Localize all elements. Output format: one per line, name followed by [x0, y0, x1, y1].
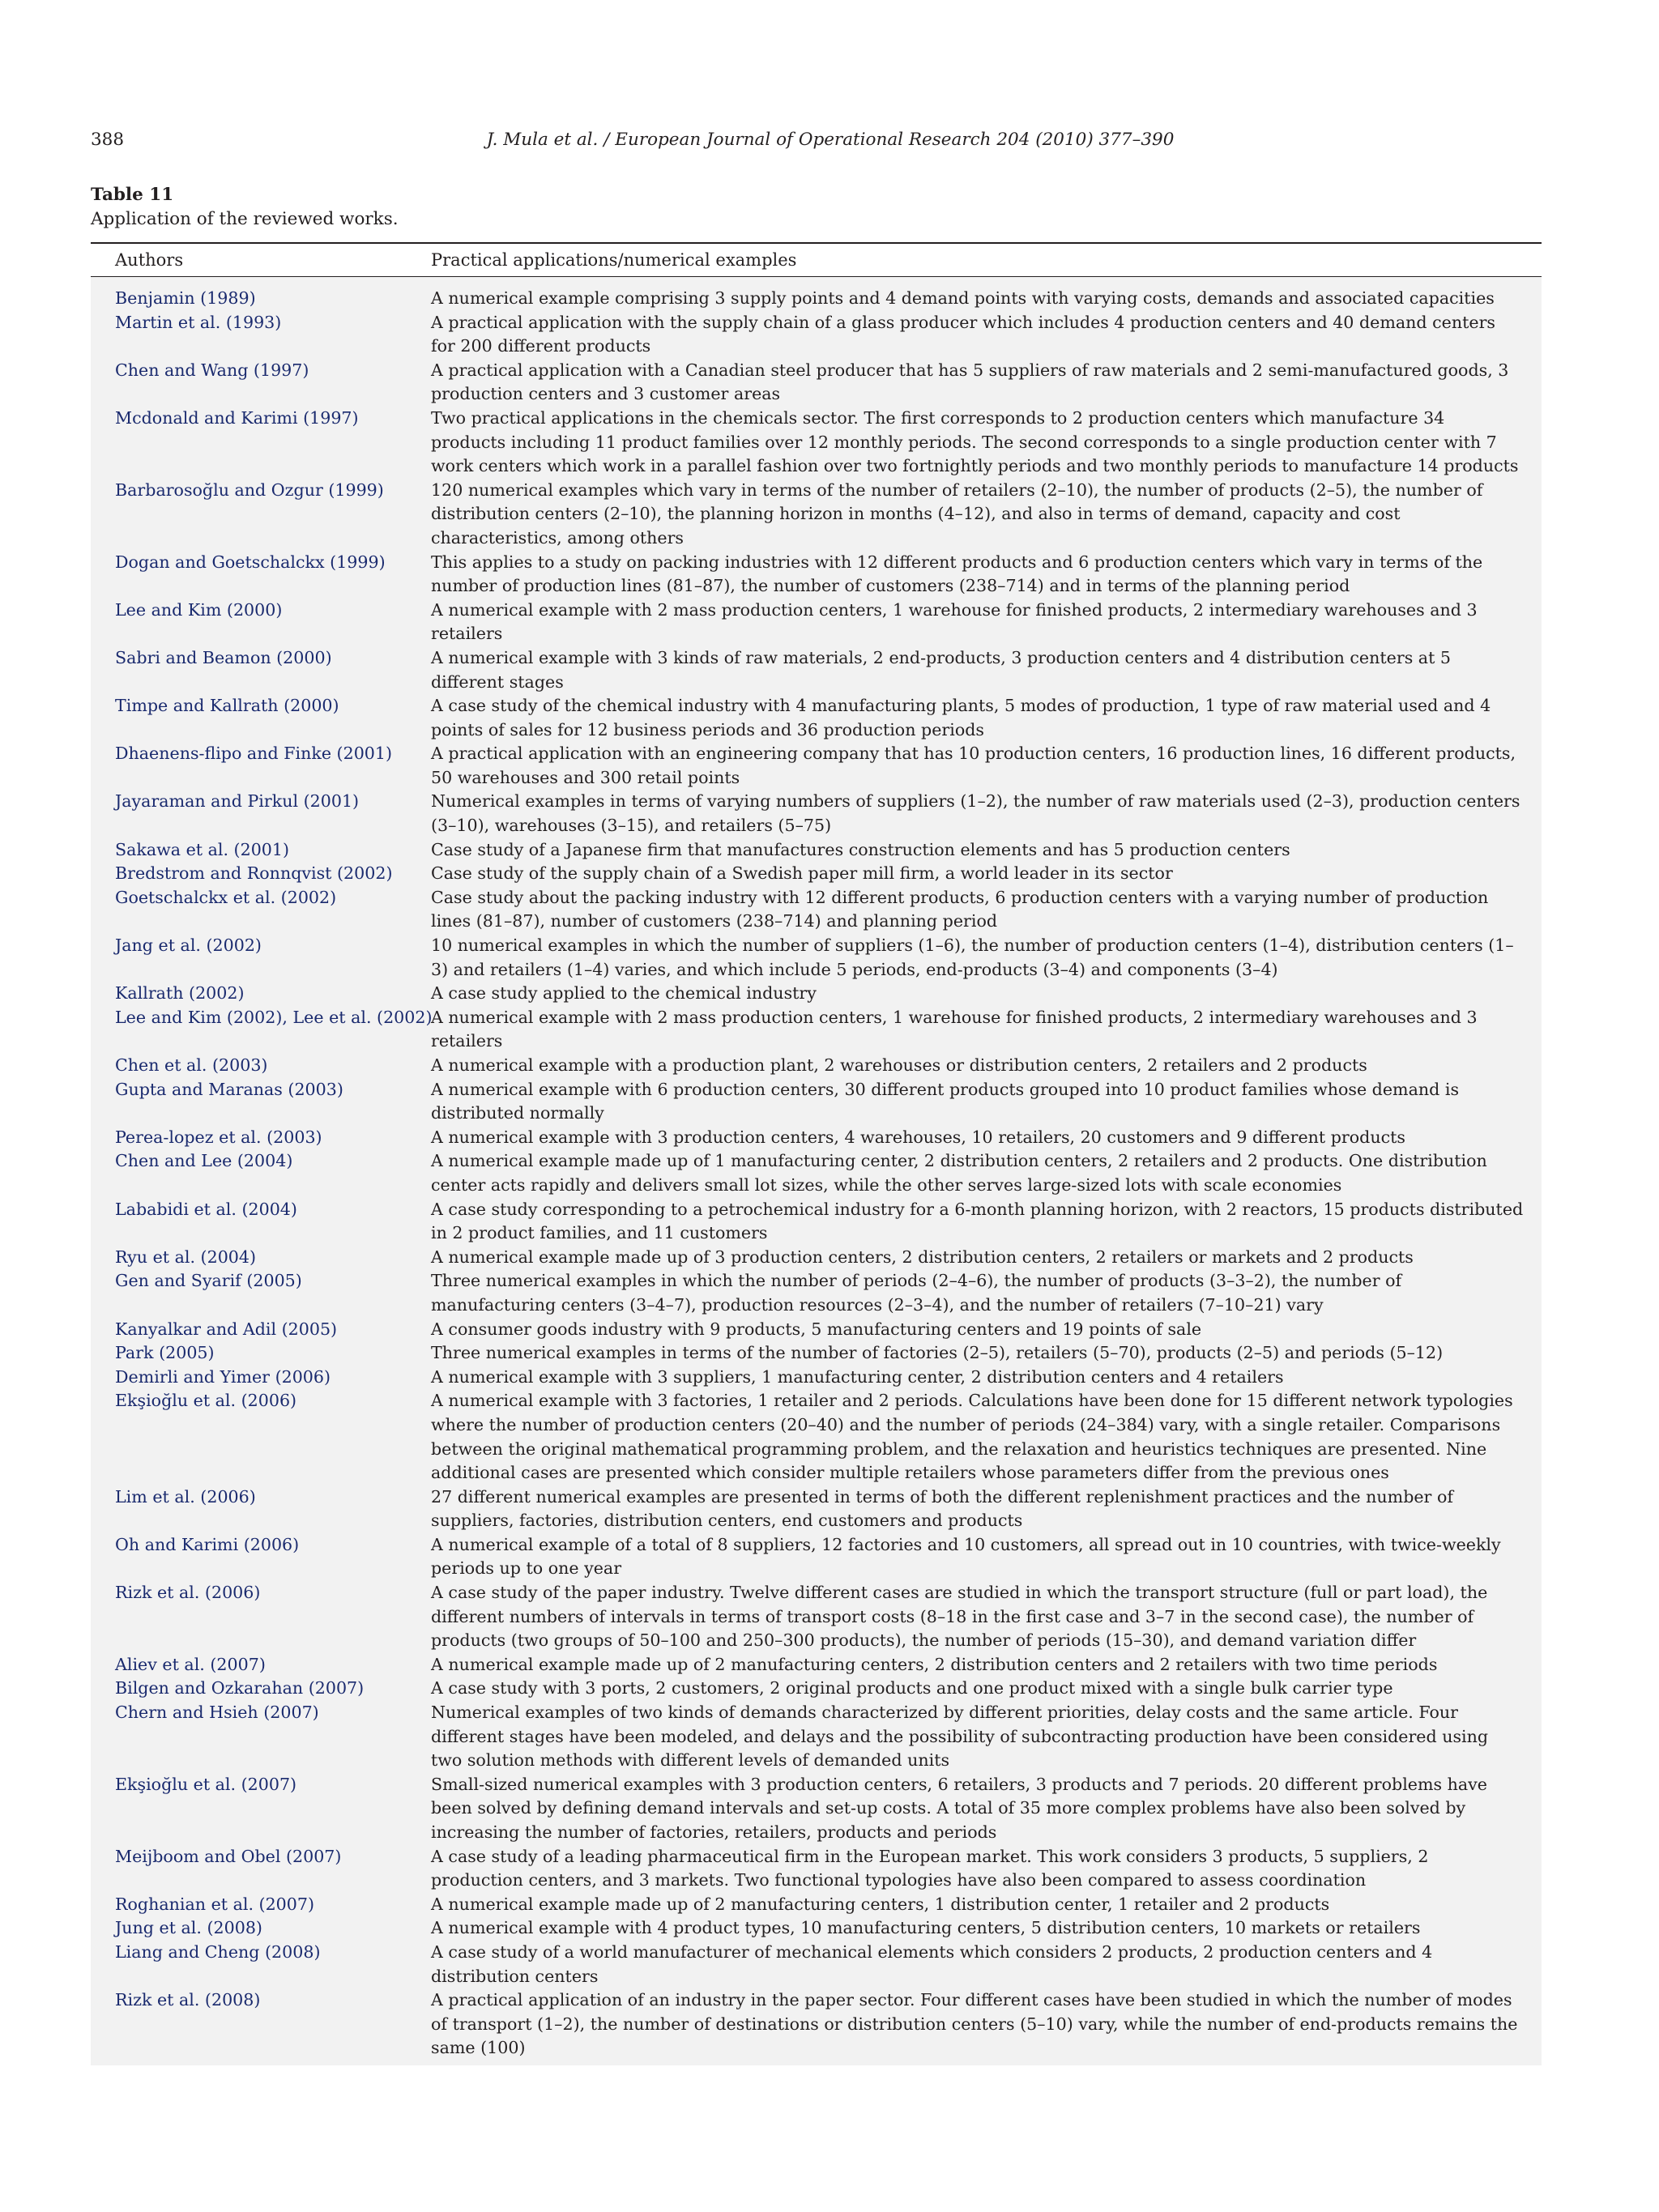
author-citation-link[interactable]: Timpe and Kallrath (2000): [115, 696, 339, 716]
author-citation-link[interactable]: Roghanian et al. (2007): [115, 1894, 315, 1914]
table-row: [91, 311, 1542, 359]
author-citation-link[interactable]: Kallrath (2002): [115, 983, 245, 1004]
author-citation-link[interactable]: Liang and Cheng (2008): [115, 1941, 321, 1962]
author-citation-link[interactable]: Gupta and Maranas (2003): [115, 1079, 343, 1099]
application-description: A numerical example with 3 kinds of raw materials, 2 end-products, 3 production centers and 4 distribution centers at 5 different stages: [431, 647, 1452, 692]
author-citation-link[interactable]: Dogan and Goetschalckx (1999): [115, 552, 386, 572]
table-row: [91, 1701, 1542, 1773]
table-row: [91, 982, 1542, 1006]
table-row: [91, 1246, 1542, 1270]
application-description: A numerical example with 4 product types, 10 manufacturing centers, 5 distribution centers, 10 markets or retailers: [431, 1918, 1421, 1938]
application-description: Numerical examples in terms of varying numbers of suppliers (1–2), the number of raw materials used (2–3), production centers (3–10), warehouses (3–15), and retailers (5–75): [431, 791, 1520, 836]
author-citation-link[interactable]: Rizk et al. (2008): [115, 1990, 261, 2010]
table-row: [91, 599, 1542, 646]
author-citation-link[interactable]: Barbarosoğlu and Ozgur (1999): [115, 479, 384, 500]
author-citation-link[interactable]: Jung et al. (2008): [115, 1918, 262, 1938]
application-description: A numerical example of a total of 8 suppliers, 12 factories and 10 customers, all spread out in 10 countries, with twice-weekly periods up to one year: [431, 1534, 1501, 1579]
application-description: 27 different numerical examples are presented in terms of both the different replenishment practices and the number of suppliers, factories, distribution centers, end customers and products: [431, 1486, 1453, 1531]
application-description: A numerical example with 3 production centers, 4 warehouses, 10 retailers, 20 customers and 9 different products: [431, 1127, 1405, 1147]
application-description: Case study about the packing industry with 12 different products, 6 production centers with a varying number of production lines (81–87), number of customers (238–714) and planning period: [431, 887, 1489, 931]
application-description: 10 numerical examples in which the number of suppliers (1–6), the number of production centers (1–4), distribution centers (1–3) and retailers (1–4) varies, and which include 5 periods, end-products (3–4) and components (3–4): [431, 936, 1514, 979]
application-description: Two practical applications in the chemicals sector. The first corresponds to 2 production centers which manufacture 34 products including 11 product families over 12 monthly periods. The second corresponds to a single production center with 7 work centers which work in a parallel fashion over two fortnightly periods and two monthly periods to manufacture 14 products: [431, 407, 1519, 476]
author-citation-link[interactable]: Jang et al. (2002): [115, 936, 262, 956]
author-citation-link[interactable]: Ekşioğlu et al. (2007): [115, 1774, 297, 1794]
application-description: A numerical example with a production plant, 2 warehouses or distribution centers, 2 retailers and 2 products: [431, 1055, 1367, 1075]
table-row: [91, 886, 1542, 934]
table-row: [91, 862, 1542, 886]
table-row: [91, 1269, 1542, 1317]
application-description: A case study corresponding to a petrochemical industry for a 6-month planning horizon, with 2 reactors, 15 products distributed in 2 product families, and 11 customers: [431, 1199, 1524, 1243]
application-description: A numerical example with 2 mass production centers, 1 warehouse for finished products, 2 intermediary warehouses and 3 retailers: [431, 599, 1478, 644]
table-row: [91, 551, 1542, 599]
table-body: [91, 277, 1542, 2065]
author-citation-link[interactable]: Goetschalckx et al. (2002): [115, 887, 337, 907]
table-row: [91, 1485, 1542, 1533]
author-citation-link[interactable]: Ryu et al. (2004): [115, 1247, 257, 1267]
table-row: [91, 934, 1542, 982]
author-citation-link[interactable]: Gen and Syarif (2005): [115, 1271, 302, 1291]
journal-reference: J. Mula et al. / European Journal of Operational Research 204 (2010) 377–390: [486, 130, 1175, 150]
table-row: [91, 1341, 1542, 1366]
table-row: [91, 838, 1542, 863]
table-row: [91, 1054, 1542, 1078]
application-description: A numerical example made up of 1 manufacturing center, 2 distribution centers, 2 retailers and 2 products. One distribution center acts rapidly and delivers small lot sizes, while the other serves large-sized lots with scale economies: [431, 1151, 1487, 1195]
application-description: A case study of a world manufacturer of mechanical elements which considers 2 products, 2 production centers and 4 distribution centers: [431, 1941, 1433, 1986]
application-description: A numerical example made up of 2 manufacturing centers, 1 distribution center, 1 retailer and 2 products: [431, 1894, 1330, 1914]
table-row: [91, 694, 1542, 742]
application-description: A case study of the chemical industry with 4 manufacturing plants, 5 modes of production, 1 type of raw material used and 4 points of sales for 12 business periods and 36 production periods: [431, 696, 1491, 739]
table-row: [91, 1078, 1542, 1126]
table-row: [91, 1916, 1542, 1941]
table-row: [91, 1773, 1542, 1845]
author-citation-link[interactable]: Sakawa et al. (2001): [115, 839, 290, 859]
application-description: A numerical example made up of 2 manufacturing centers, 2 distribution centers and 2 retailers with two time periods: [431, 1654, 1438, 1674]
application-description: Case study of the supply chain of a Swedish paper mill firm, a world leader in its sector: [431, 863, 1173, 884]
table-row: [91, 1006, 1542, 1054]
table-caption: Application of the reviewed works.: [91, 209, 399, 229]
table-row: [91, 1318, 1542, 1342]
application-description: 120 numerical examples which vary in terms of the number of retailers (2–10), the number of products (2–5), the number of distribution centers (2–10), the planning horizon in months (4–12), and also in terms of demand, capacity and cost characteristics, among others: [431, 479, 1483, 548]
author-citation-link[interactable]: Chern and Hsieh (2007): [115, 1703, 319, 1723]
applications-table: [91, 242, 1542, 2065]
application-description: A case study with 3 ports, 2 customers, 2 original products and one product mixed with a single bulk carrier type: [431, 1678, 1393, 1698]
table-row: [91, 1389, 1542, 1485]
table-row: [91, 742, 1542, 790]
author-citation-link[interactable]: Park (2005): [115, 1343, 215, 1363]
table-row: [91, 1198, 1542, 1246]
author-citation-link[interactable]: Chen and Wang (1997): [115, 360, 309, 380]
author-citation-link[interactable]: Benjamin (1989): [115, 288, 256, 308]
application-description: Three numerical examples in which the number of periods (2–4–6), the number of products (3–3–2), the number of manufacturing centers (3–4–7), production resources (2–3–4), and the number of retailers (7–10–21) vary: [431, 1271, 1402, 1315]
table-row: [91, 1677, 1542, 1701]
table-row: [91, 1988, 1542, 2061]
table-row: [91, 1366, 1542, 1390]
author-citation-link[interactable]: Sabri and Beamon (2000): [115, 647, 332, 667]
application-description: Numerical examples of two kinds of demands characterized by different priorities, delay costs and the same article. Four different stages have been modeled, and delays and the possibility of subcontracting production have been considered using two solution methods with different levels of demanded units: [431, 1703, 1489, 1771]
author-citation-link[interactable]: Perea-lopez et al. (2003): [115, 1127, 322, 1147]
application-description: A numerical example made up of 3 production centers, 2 distribution centers, 2 retailers or markets and 2 products: [431, 1247, 1414, 1267]
author-citation-link[interactable]: Lee and Kim (2002), Lee et al. (2002): [115, 1007, 433, 1027]
application-description: A practical application with the supply chain of a glass producer which includes 4 production centers and 40 demand centers for 200 different products: [431, 312, 1495, 356]
table-row: [91, 646, 1542, 694]
application-description: A numerical example with 3 factories, 1 retailer and 2 periods. Calculations have been done for 15 different network typologies where the number of production centers (20–40) and the number of periods (24–384) vary, with a single retailer. Comparisons between the original mathematical programming problem, and the relaxation and heuristics techniques are presented. Nine additional cases are presented which consider multiple retailers whose parameters differ from the previous ones: [431, 1391, 1513, 1483]
column-header-authors: Authors: [115, 250, 184, 270]
table-header-row: [91, 244, 1542, 277]
author-citation-link[interactable]: Ekşioğlu et al. (2006): [115, 1391, 297, 1411]
author-citation-link[interactable]: Rizk et al. (2006): [115, 1583, 261, 1603]
table-row: [91, 407, 1542, 479]
page-header: [91, 130, 1570, 156]
author-citation-link[interactable]: Kanyalkar and Adil (2005): [115, 1319, 338, 1339]
table-row: [91, 287, 1542, 311]
application-description: A numerical example with 3 suppliers, 1 manufacturing center, 2 distribution centers and 4 retailers: [431, 1366, 1284, 1387]
author-citation-link[interactable]: Jayaraman and Pirkul (2001): [115, 791, 360, 812]
table-row: [91, 790, 1542, 837]
author-citation-link[interactable]: Bredstrom and Ronnqvist (2002): [115, 863, 393, 884]
author-citation-link[interactable]: Martin et al. (1993): [115, 312, 282, 332]
table-row: [91, 1941, 1542, 1988]
author-citation-link[interactable]: Mcdonald and Karimi (1997): [115, 407, 359, 428]
table-row: [91, 1149, 1542, 1197]
application-description: A practical application of an industry in the paper sector. Four different cases have been studied in which the number of modes of transport (1–2), the number of destinations or distribution centers (5–10) vary, while the number of end-products remains the same (100): [431, 1990, 1518, 2058]
application-description: Small-sized numerical examples with 3 production centers, 6 retailers, 3 products and 7 periods. 20 different problems have been solved by defining demand intervals and set-up costs. A total of 35 more complex problems have also been solved by increasing the number of factories, retailers, products and periods: [431, 1774, 1487, 1842]
table-row: [91, 359, 1542, 407]
application-description: A practical application with an engineering company that has 10 production centers, 16 production lines, 16 different products, 50 warehouses and 300 retail points: [431, 744, 1516, 787]
application-description: Case study of a Japanese firm that manufactures construction elements and has 5 production centers: [431, 839, 1290, 859]
author-citation-link[interactable]: Demirli and Yimer (2006): [115, 1366, 331, 1387]
author-citation-link[interactable]: Chen et al. (2003): [115, 1055, 268, 1075]
application-description: A numerical example with 2 mass production centers, 1 warehouse for finished products, 2 intermediary warehouses and 3 retailers: [431, 1007, 1478, 1051]
application-description: Three numerical examples in terms of the number of factories (2–5), retailers (5–70), products (2–5) and periods (5–12): [431, 1343, 1444, 1363]
author-citation-link[interactable]: Meijboom and Obel (2007): [115, 1846, 342, 1866]
page-number: 388: [91, 130, 125, 150]
application-description: A numerical example with 6 production centers, 30 different products grouped into 10 product families whose demand is distributed normally: [431, 1079, 1460, 1123]
application-description: A case study applied to the chemical industry: [431, 983, 817, 1004]
author-citation-link[interactable]: Lee and Kim (2000): [115, 599, 283, 620]
table-row: [91, 1126, 1542, 1150]
table-row: [91, 1653, 1542, 1677]
table-row: [91, 1845, 1542, 1893]
application-description: A case study of the paper industry. Twelve different cases are studied in which the transport structure (full or part load), the different numbers of intervals in terms of transport costs (8–18 in the first case and 3–7 in the second case), the number of products (two groups of 50–100 and 250–300 products), the number of periods (15–30), and demand variation differ: [431, 1583, 1488, 1651]
application-description: A numerical example comprising 3 supply points and 4 demand points with varying costs, demands and associated capacities: [431, 288, 1495, 308]
author-citation-link[interactable]: Lim et al. (2006): [115, 1486, 256, 1507]
table-row: [91, 1893, 1542, 1917]
author-citation-link[interactable]: Aliev et al. (2007): [115, 1654, 266, 1674]
application-description: A case study of a leading pharmaceutical firm in the European market. This work considers 3 products, 5 suppliers, 2 production centers, and 3 markets. Two functional typologies have also been compared to assess coordination: [431, 1846, 1429, 1890]
author-citation-link[interactable]: Oh and Karimi (2006): [115, 1534, 300, 1554]
table-title: Table 11: [91, 185, 174, 205]
column-header-applications: Practical applications/numerical examples: [431, 250, 797, 270]
table-row: [91, 479, 1542, 551]
author-citation-link[interactable]: Dhaenens-flipo and Finke (2001): [115, 744, 393, 764]
author-citation-link[interactable]: Bilgen and Ozkarahan (2007): [115, 1678, 365, 1698]
application-description: This applies to a study on packing industries with 12 different products and 6 production centers which vary in terms of the number of production lines (81–87), the number of customers (238–714) and in terms of the planning period: [431, 552, 1483, 596]
author-citation-link[interactable]: Lababidi et al. (2004): [115, 1199, 297, 1219]
author-citation-link[interactable]: Chen and Lee (2004): [115, 1151, 293, 1171]
application-description: A consumer goods industry with 9 products, 5 manufacturing centers and 19 points of sale: [431, 1319, 1202, 1339]
table-row: [91, 1533, 1542, 1581]
application-description: A practical application with a Canadian steel producer that has 5 suppliers of raw materials and 2 semi-manufactured goods, 3 production centers and 3 customer areas: [431, 360, 1509, 404]
table-row: [91, 1581, 1542, 1653]
